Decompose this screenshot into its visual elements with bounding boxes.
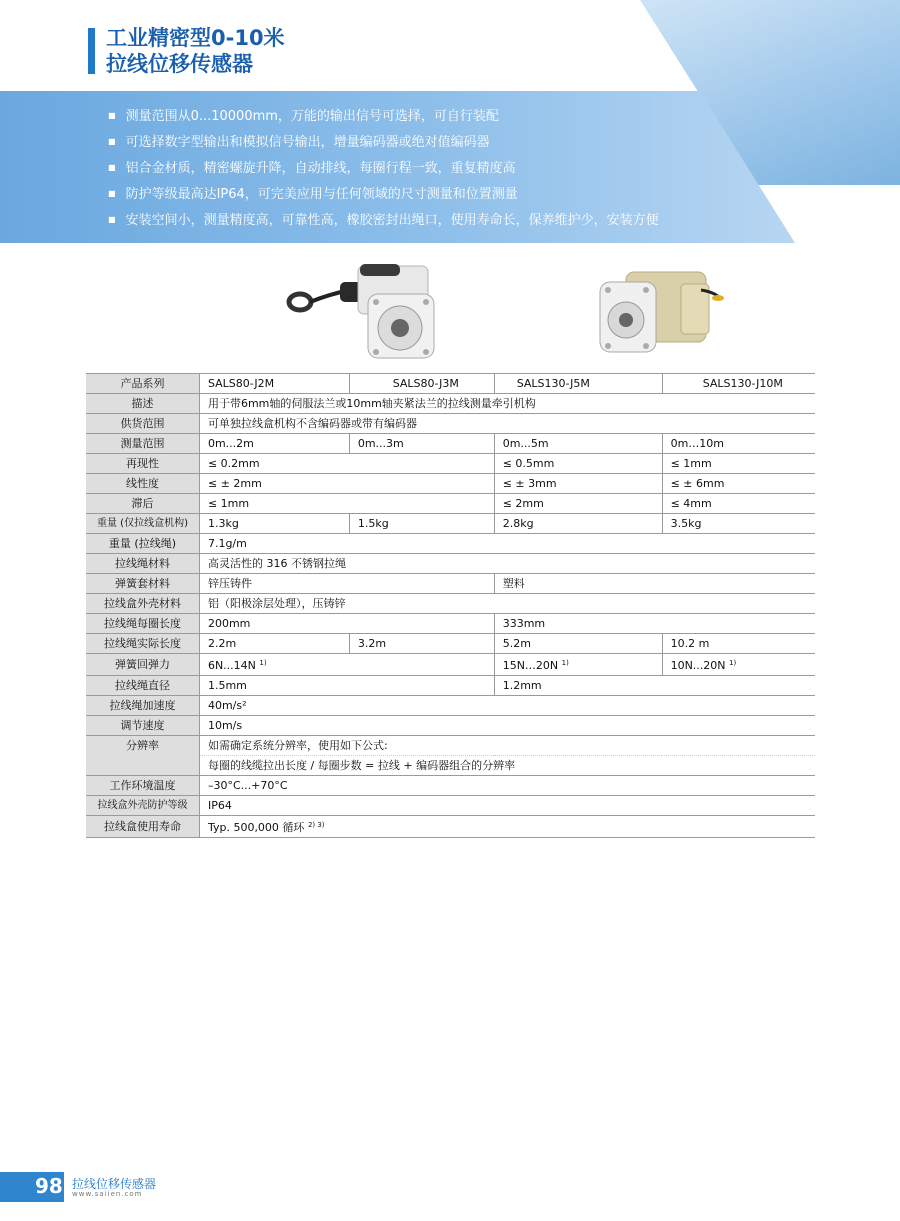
table-cell: SALS130-J10M [662,374,815,394]
feature-item: ■ 安装空间小，测量精度高，可靠性高，橡胶密封出绳口，使用寿命长，保养维护少，安装方便 [108,208,659,234]
table-cell: 10.2 m [662,634,815,654]
footer-url: www.saiien.com [72,1190,143,1198]
table-cell: 15N…20N $^{1)}$ [494,654,662,676]
table-cell: 10m/s [199,716,815,736]
table-row [86,574,815,594]
row-label: 拉线绳加速度 [86,696,199,716]
table-row [86,434,815,454]
row-label: 拉线盒使用寿命 [86,816,199,838]
table-row [86,374,815,394]
table-cell: ≤ 1mm [199,494,494,514]
table-row [86,816,815,838]
row-label: 工作环境温度 [86,776,199,796]
table-cell: 200mm [199,614,494,634]
footnote-ref: 1) [561,659,569,667]
table-row [86,634,815,654]
spec-table [86,373,815,838]
table-cell: ≤ 1mm [662,454,815,474]
table-row [86,554,815,574]
row-label: 弹簧回弹力 [86,654,199,676]
row-label: 重量 (拉线绳) [86,534,199,554]
row-label: 拉线盒外壳材料 [86,594,199,614]
table-row [86,614,815,634]
table-cell: SALS130-J5M [494,374,662,394]
row-label: 拉线盒外壳防护等级 [86,796,199,816]
table-cell: 每圈的线缆拉出长度 / 每圈步数 = 拉线 + 编码器组合的分辨率 [199,756,815,776]
footer-title: 拉线位移传感器 [72,1177,157,1191]
row-label: 拉线绳实际长度 [86,634,199,654]
table-row [86,654,815,676]
table-cell: ≤ 4mm [662,494,815,514]
table-cell: 0m…10m [662,434,815,454]
product-image-sals130 [596,262,726,362]
table-cell: ≤ 0.2mm [199,454,494,474]
row-label: 拉线绳每圈长度 [86,614,199,634]
row-label: 重量 (仅拉线盒机构) [86,514,199,534]
table-cell: 10N...20N $^{1)}$ [662,654,815,676]
table-cell: ≤ ± 6mm [662,474,815,494]
table-cell: 3.2m [349,634,494,654]
table-cell: 7.1g/m [199,534,815,554]
table-row [86,736,815,756]
table-row [86,394,815,414]
table-cell: SALS80-J2M [199,374,349,394]
table-cell: 0m...2m [199,434,349,454]
footnote-ref: 2) 3) [307,821,325,829]
feature-item: ■ 铝合金材质，精密螺旋升降，自动排线，每圈行程一致，重复精度高 [108,156,659,182]
table-row [86,414,815,434]
table-cell: 6N...14N $^{1)}$ [199,654,494,676]
table-cell: ≤ ± 3mm [494,474,662,494]
table-cell: SALS80-J3M [349,374,494,394]
table-row [86,514,815,534]
row-label: 供货范围 [86,414,199,434]
footnote-ref: 1) [729,659,737,667]
table-cell: 可单独拉线盒机构不含编码器或带有编码器 [199,414,815,434]
footnote-ref: 1) [259,659,267,667]
row-label: 再现性 [86,454,199,474]
page-title: 工业精密型0-10米 拉线位移传感器 [106,26,285,76]
table-cell: ≤ 2mm [494,494,662,514]
table-cell: ≤ 0.5mm [494,454,662,474]
table-cell: –30°C...+70°C [199,776,815,796]
table-cell: 1.5mm [199,676,494,696]
table-cell: 5.2m [494,634,662,654]
feature-list [108,104,659,234]
row-label: 弹簧套材料 [86,574,199,594]
table-row [86,696,815,716]
table-cell: IP64 [199,796,815,816]
table-cell: 1.3kg [199,514,349,534]
table-row [86,594,815,614]
table-cell: ≤ ± 2mm [199,474,494,494]
table-cell: 0m...5m [494,434,662,454]
table-cell: 3.5kg [662,514,815,534]
product-image-sals80 [280,258,440,366]
table-cell: 0m...3m [349,434,494,454]
table-cell: 40m/s² [199,696,815,716]
feature-item: ■ 可选择数字型输出和模拟信号输出，增量编码器或绝对值编码器 [108,130,659,156]
table-cell: 锌压铸件 [199,574,494,594]
row-label: 描述 [86,394,199,414]
table-row [86,716,815,736]
table-row [86,796,815,816]
title-accent-bar [88,28,95,74]
row-label: 线性度 [86,474,199,494]
table-cell: 塑料 [494,574,815,594]
table-cell: 1.5kg [349,514,494,534]
page-number: 98 [35,1174,63,1198]
table-cell: 用于带6mm轴的伺服法兰或10mm轴夹紧法兰的拉线测量牵引机构 [199,394,815,414]
table-row [86,676,815,696]
table-cell: 2.8kg [494,514,662,534]
table-cell: 高灵活性的 316 不锈钢拉绳 [199,554,815,574]
feature-item: ■ 测量范围从0...10000mm，万能的输出信号可选择，可自行装配 [108,104,659,130]
table-cell: 如需确定系统分辨率，使用如下公式: [199,736,815,756]
table-row [86,776,815,796]
row-label: 调节速度 [86,716,199,736]
row-label: 分辨率 [86,736,199,776]
row-label: 产品系列 [86,374,199,394]
row-label: 滞后 [86,494,199,514]
table-row [86,534,815,554]
table-cell: 铝（阳极涂层处理），压铸锌 [199,594,815,614]
row-label: 拉线绳直径 [86,676,199,696]
table-row [86,494,815,514]
table-row [86,454,815,474]
table-cell: 1.2mm [494,676,815,696]
table-cell: Typ. 500,000 循环 $^{2) 3)}$ [199,816,815,838]
table-cell: 2.2m [199,634,349,654]
table-cell: 333mm [494,614,815,634]
row-label: 拉线绳材料 [86,554,199,574]
row-label: 测量范围 [86,434,199,454]
feature-item: ■ 防护等级最高达IP64，可完美应用与任何领域的尺寸测量和位置测量 [108,182,659,208]
table-row [86,474,815,494]
